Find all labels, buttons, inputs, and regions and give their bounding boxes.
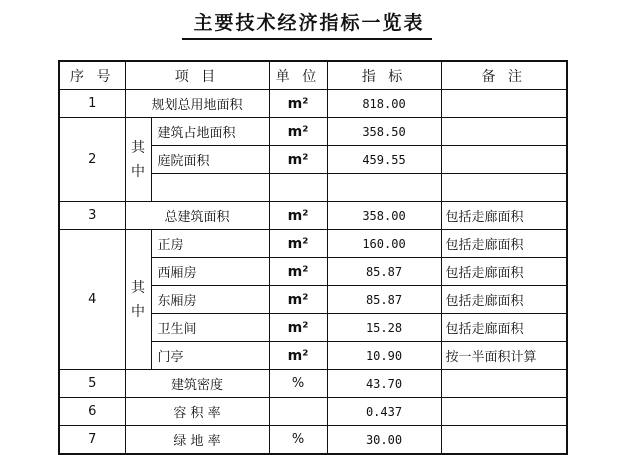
header-note: 备 注 [441, 61, 567, 90]
row-item: 门亭 [151, 342, 269, 370]
row-value: 30.00 [327, 426, 441, 455]
row-value: 160.00 [327, 230, 441, 258]
row-item: 西厢房 [151, 258, 269, 286]
row-unit: % [269, 426, 327, 455]
row-value: 358.00 [327, 202, 441, 230]
row-note [441, 118, 567, 146]
row-item: 卫生间 [151, 314, 269, 342]
row-item: 东厢房 [151, 286, 269, 314]
row-item: 绿 地 率 [125, 426, 269, 455]
header-item: 项 目 [125, 61, 269, 90]
row-unit [269, 398, 327, 426]
row-seq: 6 [59, 398, 125, 426]
row-note [441, 370, 567, 398]
row-seq: 1 [59, 90, 125, 118]
row-seq: 4 [59, 230, 125, 370]
row-item: 容 积 率 [125, 398, 269, 426]
empty-cell [327, 174, 441, 202]
table-row [59, 90, 567, 118]
row-item: 建筑占地面积 [151, 118, 269, 146]
row-item: 建筑密度 [125, 370, 269, 398]
header-value: 指 标 [327, 61, 441, 90]
row-note: 包括走廊面积 [441, 258, 567, 286]
table-header-row [59, 61, 567, 90]
row-unit: m² [269, 90, 327, 118]
table-row [59, 370, 567, 398]
row-seq: 5 [59, 370, 125, 398]
empty-cell [269, 174, 327, 202]
header-seq: 序 号 [59, 61, 125, 90]
row-note: 包括走廊面积 [441, 286, 567, 314]
row-unit: % [269, 370, 327, 398]
row-item: 庭院面积 [151, 146, 269, 174]
row-unit: m² [269, 118, 327, 146]
table-row [59, 230, 567, 258]
row-seq: 2 [59, 118, 125, 202]
row-note: 包括走廊面积 [441, 230, 567, 258]
row-item: 总建筑面积 [125, 202, 269, 230]
row-unit: m² [269, 342, 327, 370]
table-row [59, 398, 567, 426]
table-row [59, 118, 567, 146]
row-seq: 3 [59, 202, 125, 230]
row-value: 15.28 [327, 314, 441, 342]
row-unit: m² [269, 314, 327, 342]
row-unit: m² [269, 286, 327, 314]
title-underline [182, 38, 432, 40]
qizhong-label: 其中 [125, 118, 151, 202]
row-value: 0.437 [327, 398, 441, 426]
row-value: 818.00 [327, 90, 441, 118]
row-note [441, 146, 567, 174]
row-value: 358.50 [327, 118, 441, 146]
row-seq: 7 [59, 426, 125, 455]
row-value: 10.90 [327, 342, 441, 370]
row-note: 包括走廊面积 [441, 202, 567, 230]
empty-cell [151, 174, 269, 202]
row-note [441, 398, 567, 426]
indicators-table [58, 60, 568, 455]
qizhong-label: 其中 [125, 230, 151, 370]
row-value: 43.70 [327, 370, 441, 398]
header-unit: 单 位 [269, 61, 327, 90]
empty-cell [441, 174, 567, 202]
row-note: 包括走廊面积 [441, 314, 567, 342]
row-item: 正房 [151, 230, 269, 258]
row-note: 按一半面积计算 [441, 342, 567, 370]
row-unit: m² [269, 258, 327, 286]
row-note [441, 90, 567, 118]
row-unit: m² [269, 230, 327, 258]
document-title: 主要技术经济指标一览表 [193, 12, 425, 34]
table-row [59, 202, 567, 230]
row-unit: m² [269, 146, 327, 174]
row-unit: m² [269, 202, 327, 230]
row-item: 规划总用地面积 [125, 90, 269, 118]
row-value: 85.87 [327, 286, 441, 314]
row-value: 85.87 [327, 258, 441, 286]
row-value: 459.55 [327, 146, 441, 174]
